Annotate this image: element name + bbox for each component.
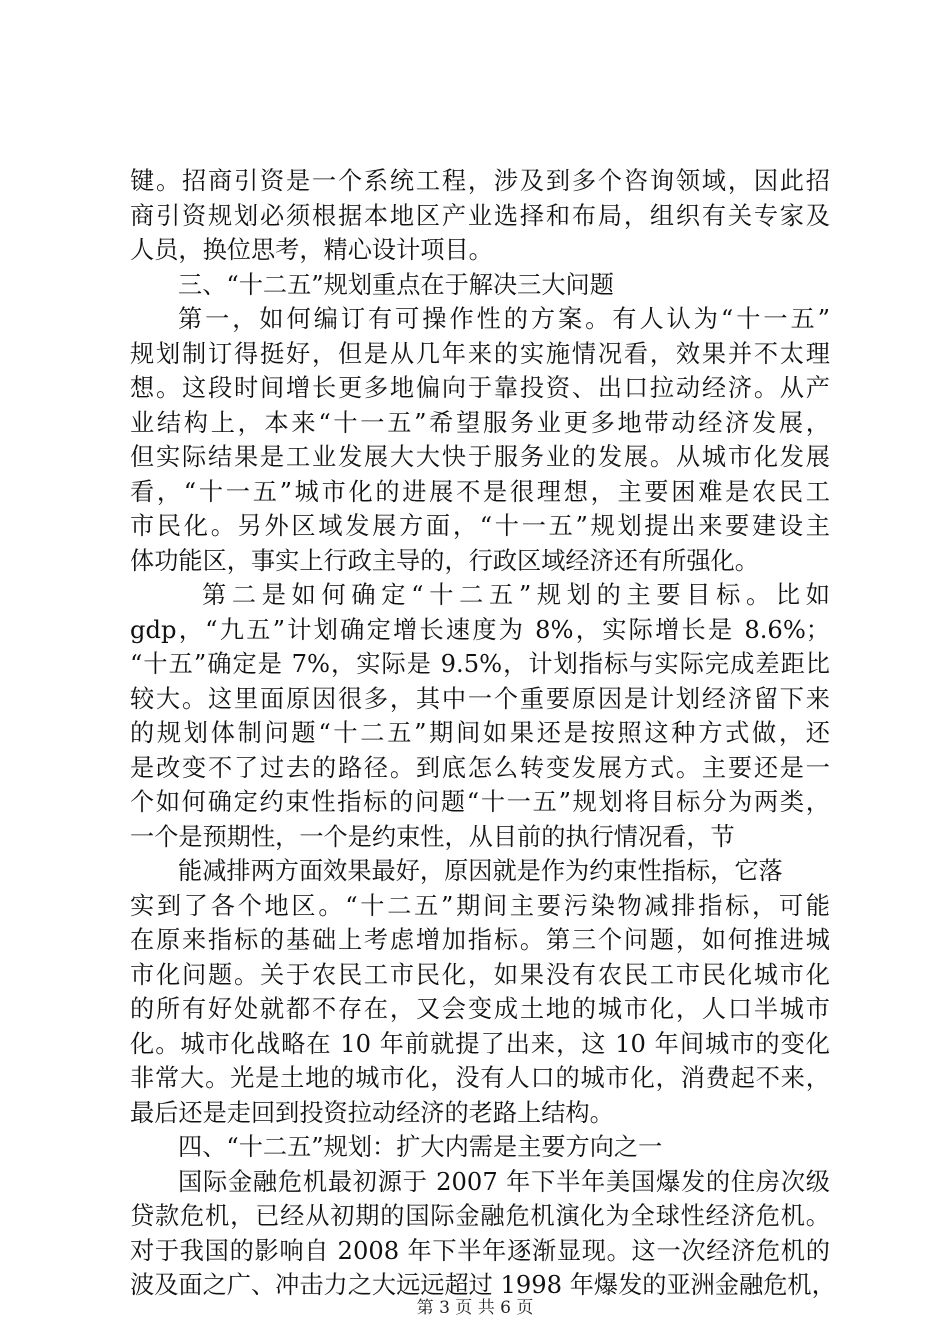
text-line: 市民化。另外区域发展方面，“十一五”规划提出来要建设主 <box>130 512 830 540</box>
text-line: 规划制订得挺好，但是从几年来的实施情况看，效果并不太理 <box>130 339 830 368</box>
text-line: 人员，换位思考，精心设计项目。 <box>130 236 493 264</box>
text-line: 较大。这里面原因很多，其中一个重要原因是计划经济留下来 <box>130 684 830 713</box>
text-line: 键。招商引资是一个系统工程，涉及到多个咨询领域，因此招 <box>130 167 830 195</box>
text-line: 看，“十一五”城市化的进展不是很理想，主要困难是农民工 <box>130 477 830 506</box>
section-heading: 四、“十二五”规划：扩大内需是主要方向之一 <box>178 1133 663 1161</box>
text-line: 在原来指标的基础上考虑增加指标。第三个问题，如何推进城 <box>130 926 830 954</box>
section-heading: 三、“十二五”规划重点在于解决三大问题 <box>178 270 614 299</box>
text-line: 体功能区，事实上行政主导的，行政区域经济还有所强化。 <box>130 546 759 575</box>
text-line: 对于我国的影响自 2008 年下半年逐渐显现。这一次经济危机的 <box>130 1236 830 1265</box>
text-line: 化。城市化战略在 10 年前就提了出来，这 10 年间城市的变化 <box>130 1029 830 1058</box>
text-line: 国际金融危机最初源于 2007 年下半年美国爆发的住房次级 <box>178 1167 830 1196</box>
text-line: 一个是预期性，一个是约束性，从目前的执行情况看，节 <box>130 822 735 851</box>
text-line: 市化问题。关于农民工市民化，如果没有农民工市民化城市化 <box>130 960 830 989</box>
text-line: 个如何确定约束性指标的问题“十一五”规划将目标分为两类， <box>130 788 830 816</box>
text-line: 波及面之广、冲击力之大远远超过 1998 年爆发的亚洲金融危机， <box>130 1271 836 1299</box>
text-line: 商引资规划必须根据本地区产业选择和布局，组织有关专家及 <box>130 201 830 230</box>
page-number-footer: 第 3 页 共 6 页 <box>416 1298 534 1318</box>
text-line: 第一，如何编订有可操作性的方案。有人认为“十一五” <box>178 305 830 333</box>
text-line: 想。这段时间增长更多地偏向于靠投资、出口拉动经济。从产 <box>130 374 830 402</box>
text-line: 业结构上，本来“十一五”希望服务业更多地带动经济发展， <box>130 408 830 437</box>
text-line: 但实际结果是工业发展大大快于服务业的发展。从城市化发展 <box>130 443 830 471</box>
text-line: 最后还是走回到投资拉动经济的老路上结构。 <box>130 1098 614 1127</box>
text-line: 非常大。光是土地的城市化，没有人口的城市化，消费起不来， <box>130 1064 830 1092</box>
text-line: 实到了各个地区。“十二五”期间主要污染物减排指标，可能 <box>130 891 830 920</box>
text-line: 是改变不了过去的路径。到底怎么转变发展方式。主要还是一 <box>130 753 830 782</box>
text-line: 能减排两方面效果最好，原因就是作为约束性指标，它落 <box>178 857 783 885</box>
text-line: 的所有好处就都不存在，又会变成土地的城市化，人口半城市 <box>130 995 830 1023</box>
text-line: 第二是如何确定“十二五”规划的主要目标。比如 <box>202 581 830 609</box>
text-line: “十五”确定是 7%，实际是 9.5%，计划指标与实际完成差距比 <box>130 650 830 678</box>
text-line: 贷款危机，已经从初期的国际金融危机演化为全球性经济危机。 <box>130 1202 830 1230</box>
text-line: 的规划体制问题“十二五”期间如果还是按照这种方式做，还 <box>130 719 830 747</box>
document-body <box>130 164 836 1303</box>
text-line: gdp，“九五”计划确定增长速度为 8%，实际增长是 8.6%； <box>130 615 830 644</box>
